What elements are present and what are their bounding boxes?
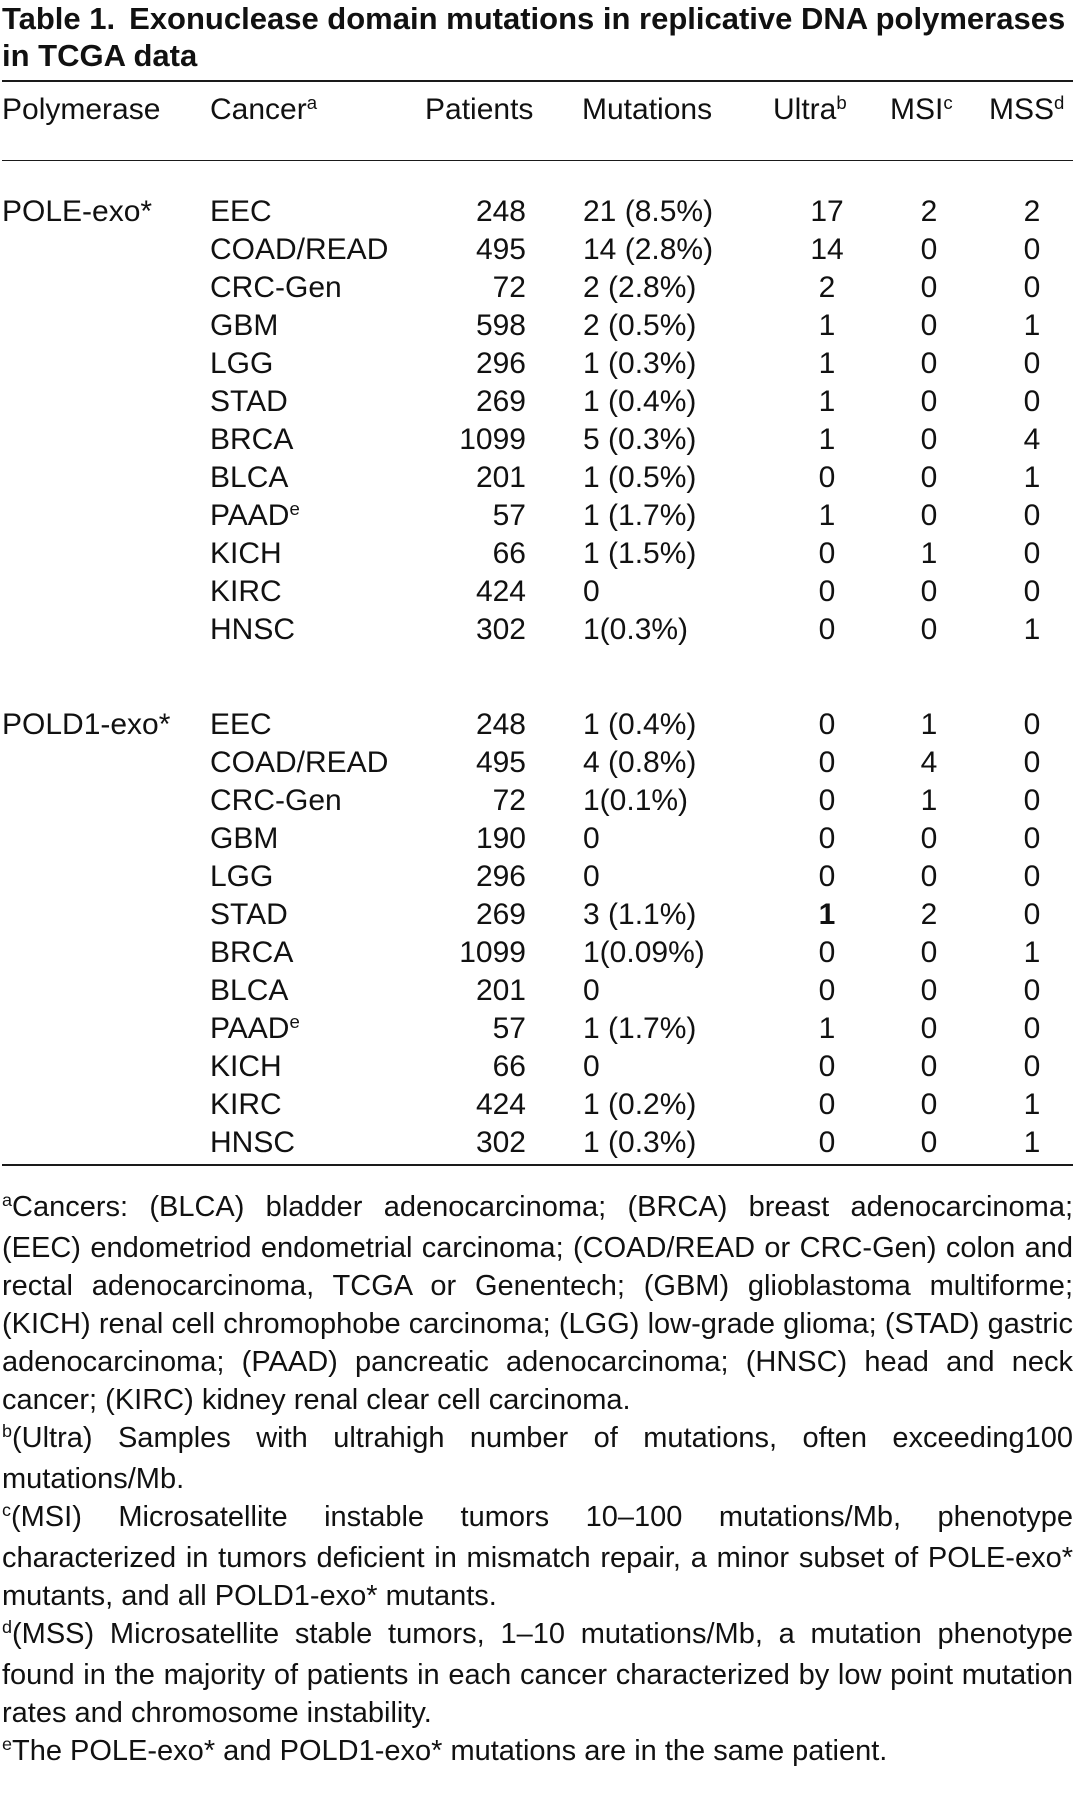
cell-patients: 66 bbox=[492, 537, 526, 570]
cell-mutations: 14 (2.8%) bbox=[583, 233, 714, 266]
cell-msi: 0 bbox=[920, 974, 938, 1007]
cell-mss: 4 bbox=[1023, 423, 1041, 456]
cell-msi: 0 bbox=[920, 1050, 938, 1083]
cell-patients: 66 bbox=[492, 1050, 526, 1083]
cell-mss: 0 bbox=[1023, 708, 1041, 741]
cancer-code: BLCA bbox=[210, 461, 289, 494]
cancer-code: COAD/READ bbox=[210, 233, 389, 266]
cell-cancer bbox=[210, 613, 295, 647]
cell-patients: 201 bbox=[475, 461, 526, 494]
cell-cancer bbox=[210, 822, 278, 856]
cell-mss: 0 bbox=[1023, 537, 1041, 570]
cell-cancer bbox=[210, 347, 273, 381]
cell-msi: 2 bbox=[920, 195, 938, 228]
cell-msi: 0 bbox=[920, 1088, 938, 1121]
cell-patients: 72 bbox=[492, 271, 526, 304]
cell-mutations: 1 (0.2%) bbox=[583, 1088, 697, 1121]
cell-ultra: 1 bbox=[818, 898, 836, 931]
cancer-code: GBM bbox=[210, 822, 279, 855]
cell-patients: 1099 bbox=[459, 423, 526, 456]
cell-mss: 1 bbox=[1023, 309, 1041, 342]
cancer-code: BLCA bbox=[210, 974, 289, 1007]
group-polymerase-label: POLD1-exo* bbox=[2, 708, 171, 741]
cell-mutations: 1 (0.5%) bbox=[583, 461, 697, 494]
footnote-a bbox=[2, 1188, 1073, 1419]
table-caption: Exonuclease domain mutations in replicative DNA polymerases in TCGA data bbox=[2, 1, 1066, 73]
cell-mss: 0 bbox=[1023, 784, 1041, 817]
cell-msi: 0 bbox=[920, 860, 938, 893]
cancer-code: GBM bbox=[210, 309, 279, 342]
cell-mutations: 1 (1.7%) bbox=[583, 1012, 697, 1045]
cell-msi: 0 bbox=[920, 499, 938, 532]
cell-mss: 0 bbox=[1023, 860, 1041, 893]
footnote-d bbox=[2, 1615, 1073, 1732]
cell-mutations: 0 bbox=[583, 822, 600, 855]
footnote-text: (MSI) Microsatellite instable tumors 10–100 mutations/Mb, phenotype characterized in tumors deficient in mismatch repair, a minor subset of POLE-exo* mutants, and all POLD1-exo* mutants. bbox=[2, 1501, 1073, 1612]
cell-ultra: 0 bbox=[818, 537, 836, 570]
header-patients: Patients bbox=[425, 93, 534, 126]
cell-mutations: 0 bbox=[583, 1050, 600, 1083]
cell-mutations: 1 (0.3%) bbox=[583, 1126, 697, 1159]
footnote-mark: c bbox=[2, 1500, 11, 1521]
cell-mss: 0 bbox=[1023, 499, 1041, 532]
cell-msi: 1 bbox=[920, 537, 938, 570]
cancer-code: BRCA bbox=[210, 423, 294, 456]
cell-mutations: 0 bbox=[583, 860, 600, 893]
cell-mutations: 5 (0.3%) bbox=[583, 423, 697, 456]
cell-cancer bbox=[210, 423, 293, 457]
cell-patients: 1099 bbox=[459, 936, 526, 969]
cell-mss: 0 bbox=[1023, 1050, 1041, 1083]
cell-ultra: 0 bbox=[818, 936, 836, 969]
cell-cancer bbox=[210, 784, 342, 818]
cell-msi: 0 bbox=[920, 1126, 938, 1159]
cell-ultra: 14 bbox=[810, 233, 844, 266]
group-polymerase-label: POLE-exo* bbox=[2, 195, 153, 228]
footnote-mark: b bbox=[2, 1421, 12, 1442]
cell-msi: 0 bbox=[920, 271, 938, 304]
cell-msi: 0 bbox=[920, 385, 938, 418]
cancer-code: LGG bbox=[210, 347, 274, 380]
cell-msi: 1 bbox=[920, 708, 938, 741]
footnote-text: The POLE-exo* and POLD1-exo* mutations are in the same patient. bbox=[12, 1735, 888, 1767]
footnote-text: (MSS) Microsatellite stable tumors, 1–10 mutations/Mb, a mutation phenotype found in the majority of patients in each cancer characterized by low point mutation rates and chromosome instability. bbox=[2, 1618, 1073, 1729]
cell-msi: 0 bbox=[920, 233, 938, 266]
cell-mss: 0 bbox=[1023, 822, 1041, 855]
cell-cancer bbox=[210, 936, 293, 970]
cell-cancer bbox=[210, 499, 300, 536]
cell-patients: 57 bbox=[492, 499, 526, 532]
cell-mutations: 21 (8.5%) bbox=[583, 195, 714, 228]
cell-cancer bbox=[210, 974, 288, 1008]
cell-patients: 269 bbox=[475, 898, 526, 931]
cell-cancer bbox=[210, 1050, 282, 1084]
footnotes bbox=[2, 1188, 1073, 1773]
cell-ultra: 0 bbox=[818, 822, 836, 855]
header-ultra bbox=[773, 93, 847, 130]
cell-msi: 0 bbox=[920, 347, 938, 380]
header-mss bbox=[989, 93, 1064, 130]
cell-msi: 0 bbox=[920, 613, 938, 646]
cell-mutations: 1(0.09%) bbox=[583, 936, 705, 969]
cell-mutations: 1 (0.4%) bbox=[583, 385, 697, 418]
cell-cancer bbox=[210, 271, 342, 305]
cell-cancer bbox=[210, 461, 288, 495]
cancer-code: CRC-Gen bbox=[210, 784, 342, 817]
cell-patients: 296 bbox=[475, 860, 526, 893]
footnote-text: (Ultra) Samples with ultrahigh number of mutations, often exceeding100 mutations/Mb. bbox=[2, 1422, 1073, 1495]
cell-mss: 0 bbox=[1023, 271, 1041, 304]
cell-mss: 1 bbox=[1023, 936, 1041, 969]
header-polymerase: Polymerase bbox=[2, 93, 161, 126]
cell-ultra: 2 bbox=[818, 271, 836, 304]
cell-ultra: 0 bbox=[818, 461, 836, 494]
cell-msi: 1 bbox=[920, 784, 938, 817]
cell-mutations: 1 (0.4%) bbox=[583, 708, 697, 741]
cell-mutations: 2 (0.5%) bbox=[583, 309, 697, 342]
cell-msi: 2 bbox=[920, 898, 938, 931]
cell-patients: 248 bbox=[475, 708, 526, 741]
footnote-c bbox=[2, 1498, 1073, 1615]
cell-ultra: 1 bbox=[818, 499, 836, 532]
cell-msi: 0 bbox=[920, 936, 938, 969]
cancer-code: HNSC bbox=[210, 1126, 296, 1159]
cell-patients: 424 bbox=[475, 575, 526, 608]
cell-patients: 302 bbox=[475, 1126, 526, 1159]
cell-msi: 0 bbox=[920, 461, 938, 494]
cancer-code: BRCA bbox=[210, 936, 294, 969]
footnote-b bbox=[2, 1419, 1073, 1498]
cancer-code: LGG bbox=[210, 860, 274, 893]
cell-mss: 2 bbox=[1023, 195, 1041, 228]
cell-patients: 424 bbox=[475, 1088, 526, 1121]
cell-ultra: 0 bbox=[818, 860, 836, 893]
header-msi-footnote-mark: c bbox=[943, 91, 953, 113]
header-msi-label: MSI bbox=[890, 93, 944, 126]
cell-cancer bbox=[210, 233, 388, 267]
cell-ultra: 1 bbox=[818, 385, 836, 418]
cancer-code: KICH bbox=[210, 537, 282, 570]
cell-ultra: 1 bbox=[818, 1012, 836, 1045]
cell-msi: 4 bbox=[920, 746, 938, 779]
cell-patients: 302 bbox=[475, 613, 526, 646]
header-cancer-footnote-mark: a bbox=[306, 91, 318, 113]
cell-msi: 0 bbox=[920, 1012, 938, 1045]
cell-cancer bbox=[210, 708, 272, 742]
cell-mss: 0 bbox=[1023, 1012, 1041, 1045]
cell-ultra: 0 bbox=[818, 974, 836, 1007]
header-rule bbox=[2, 160, 1073, 161]
cell-mss: 1 bbox=[1023, 461, 1041, 494]
cell-mutations: 0 bbox=[583, 974, 600, 1007]
cell-mutations: 1 (0.3%) bbox=[583, 347, 697, 380]
cell-mutations: 1(0.1%) bbox=[583, 784, 689, 817]
footnote-mark: e bbox=[2, 1734, 12, 1755]
cell-mutations: 2 (2.8%) bbox=[583, 271, 697, 304]
cell-ultra: 0 bbox=[818, 708, 836, 741]
table-title bbox=[2, 0, 1072, 74]
cell-ultra: 1 bbox=[818, 347, 836, 380]
cell-patients: 190 bbox=[475, 822, 526, 855]
cell-msi: 0 bbox=[920, 423, 938, 456]
cell-patients: 201 bbox=[475, 974, 526, 1007]
cancer-code: CRC-Gen bbox=[210, 271, 342, 304]
cell-ultra: 0 bbox=[818, 1088, 836, 1121]
cell-patients: 598 bbox=[475, 309, 526, 342]
cell-cancer bbox=[210, 575, 282, 609]
cell-mss: 0 bbox=[1023, 385, 1041, 418]
cell-patients: 269 bbox=[475, 385, 526, 418]
cell-cancer bbox=[210, 746, 388, 780]
cell-ultra: 0 bbox=[818, 1126, 836, 1159]
footnote-text: Cancers: (BLCA) bladder adenocarcinoma; (BRCA) breast adenocarcinoma; (EEC) endometriod endometrial carcinoma; (COAD/READ or CRC-Gen) colon and rectal adenocarcinoma, TCGA or Genentech; (GBM) glioblastoma multiforme; (KICH) renal cell chromophobe carcinoma; (LGG) low-grade glioma; (STAD) gastric adenocarcinoma; (PAAD) pancreatic adenocarcinoma; (HNSC) head and neck cancer; (KIRC) kidney renal clear cell carcinoma. bbox=[2, 1191, 1073, 1416]
cell-mss: 1 bbox=[1023, 1088, 1041, 1121]
cell-patients: 57 bbox=[492, 1012, 526, 1045]
header-ultra-label: Ultra bbox=[773, 93, 837, 126]
cancer-code: KIRC bbox=[210, 575, 282, 608]
header-mutations: Mutations bbox=[582, 93, 713, 126]
cell-cancer bbox=[210, 898, 288, 932]
cell-cancer bbox=[210, 1126, 295, 1160]
cell-ultra: 0 bbox=[818, 784, 836, 817]
top-rule bbox=[2, 80, 1073, 82]
cancer-footnote-mark: e bbox=[289, 1010, 300, 1032]
cell-cancer bbox=[210, 537, 282, 571]
cancer-code: COAD/READ bbox=[210, 746, 389, 779]
header-msi bbox=[890, 93, 953, 130]
cell-mss: 1 bbox=[1023, 1126, 1041, 1159]
cell-ultra: 1 bbox=[818, 423, 836, 456]
cancer-code: EEC bbox=[210, 708, 272, 741]
header-mss-footnote-mark: d bbox=[1054, 91, 1065, 113]
cell-ultra: 0 bbox=[818, 613, 836, 646]
cell-cancer bbox=[210, 860, 273, 894]
cell-mss: 0 bbox=[1023, 746, 1041, 779]
cell-mutations: 1(0.3%) bbox=[583, 613, 689, 646]
footnote-mark: a bbox=[2, 1190, 12, 1211]
cell-ultra: 0 bbox=[818, 575, 836, 608]
cancer-code: STAD bbox=[210, 385, 288, 418]
cancer-code: KICH bbox=[210, 1050, 282, 1083]
cell-ultra: 0 bbox=[818, 746, 836, 779]
cell-mss: 0 bbox=[1023, 898, 1041, 931]
footnote-e bbox=[2, 1732, 1073, 1773]
cell-msi: 0 bbox=[920, 575, 938, 608]
cell-patients: 495 bbox=[475, 746, 526, 779]
bottom-rule bbox=[2, 1164, 1073, 1166]
cancer-code: PAAD bbox=[210, 499, 290, 532]
cell-cancer bbox=[210, 309, 278, 343]
cell-msi: 0 bbox=[920, 309, 938, 342]
header-ultra-footnote-mark: b bbox=[836, 91, 847, 113]
cell-cancer bbox=[210, 385, 288, 419]
cell-mutations: 1 (1.5%) bbox=[583, 537, 697, 570]
cell-patients: 72 bbox=[492, 784, 526, 817]
header-cancer-label: Cancer bbox=[210, 93, 307, 126]
cell-ultra: 17 bbox=[810, 195, 844, 228]
cell-ultra: 0 bbox=[818, 1050, 836, 1083]
cell-mutations: 4 (0.8%) bbox=[583, 746, 697, 779]
table-label: Table 1. bbox=[2, 1, 116, 36]
header-cancer bbox=[210, 93, 317, 130]
cancer-code: PAAD bbox=[210, 1012, 290, 1045]
cancer-code: HNSC bbox=[210, 613, 296, 646]
cell-cancer bbox=[210, 1012, 300, 1049]
header-mss-label: MSS bbox=[989, 93, 1055, 126]
cell-mutations: 3 (1.1%) bbox=[583, 898, 697, 931]
cell-patients: 495 bbox=[475, 233, 526, 266]
footnote-mark: d bbox=[2, 1617, 12, 1638]
cancer-code: KIRC bbox=[210, 1088, 282, 1121]
cell-mss: 0 bbox=[1023, 575, 1041, 608]
cell-mss: 0 bbox=[1023, 233, 1041, 266]
cancer-code: EEC bbox=[210, 195, 272, 228]
cell-mutations: 1 (1.7%) bbox=[583, 499, 697, 532]
cell-cancer bbox=[210, 195, 272, 229]
cell-ultra: 1 bbox=[818, 309, 836, 342]
cell-mss: 1 bbox=[1023, 613, 1041, 646]
cell-mutations: 0 bbox=[583, 575, 600, 608]
cell-patients: 296 bbox=[475, 347, 526, 380]
cell-patients: 248 bbox=[475, 195, 526, 228]
cell-mss: 0 bbox=[1023, 974, 1041, 1007]
cancer-code: STAD bbox=[210, 898, 288, 931]
cell-msi: 0 bbox=[920, 822, 938, 855]
cancer-footnote-mark: e bbox=[289, 497, 300, 519]
cell-mss: 0 bbox=[1023, 347, 1041, 380]
cell-cancer bbox=[210, 1088, 282, 1122]
